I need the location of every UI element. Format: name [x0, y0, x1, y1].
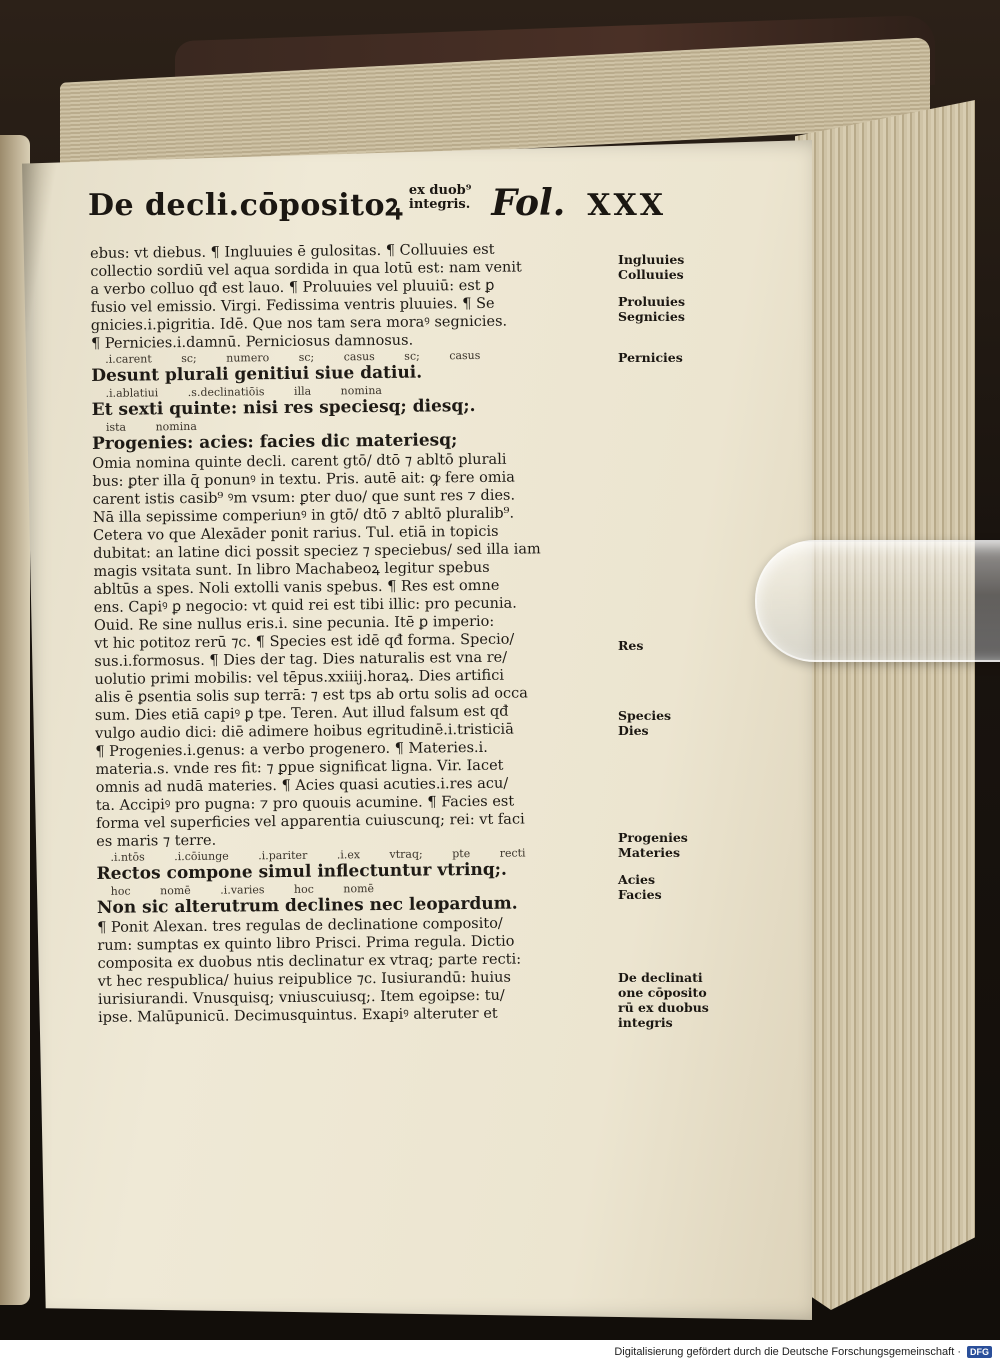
verse-line: Progenies: acies: facies dic materiesq;	[91, 430, 458, 454]
text-line: ens. Capiꝰ ꝑ negocio: vt quid rei est tibi illic: pro pecunia.	[93, 595, 517, 616]
text-line: omnis ad nudā materies. ¶ Acies quasi acuties.i.res acu/	[95, 775, 509, 796]
footer-bar	[0, 1340, 1000, 1363]
margin-note: Ingluuies Colluuies	[618, 252, 685, 282]
folio-number: XXX	[587, 188, 667, 223]
text-line: bus: ꝑter illa q̄ ponunꝰ in textu. Pris. autē ait: ꝙ fere omia	[92, 469, 515, 490]
verse-line: Non sic alterutrum declines nec leopardum.	[96, 893, 518, 918]
text-line: vt hec respublica/ huius reipublice ⁊c. Iusiurandū: huius	[97, 969, 511, 990]
page-fore-edge	[795, 100, 975, 1310]
verse-line: Desunt plurali genitiui siue datiui.	[91, 362, 423, 386]
text-line: gnicies.i.pigritia. Idē. Que nos tam sera moraꝰ segnicies.	[90, 313, 508, 334]
header-title: De decli.cōpositoꝝ	[88, 188, 403, 223]
header-stacked-note	[409, 184, 472, 212]
gloss-line: hoc nomē .i.varies hoc nomē	[110, 882, 375, 898]
gloss-line: .i.ntōs .i.cōiunge .i.pariter .i.ex vtraq; pte recti	[110, 846, 526, 864]
gloss-line: .i.carent sc; numero sc; casus sc; casus	[105, 348, 481, 366]
text-line: uolutio primi mobilis: vel tēpus.xxiiij.horaꝝ. Dies artifici	[94, 667, 505, 688]
text-line: ebus: vt diebus. ¶ Ingluuies ē gulositas. ¶ Colluuies est	[90, 241, 495, 262]
text-line: Nā illa sepissime comperiunꝰ in gtō/ dtō ⁊ abltō pluralib⁹.	[92, 505, 515, 526]
text-line: abltūs a spes. Noli extolli vanis spebus. ¶ Res est omne	[93, 577, 500, 598]
running-header	[88, 182, 666, 224]
text-line: ¶ Pernicies.i.damnū. Perniciosus damnosus.	[90, 332, 414, 352]
text-line: a verbo colluo qđ est lauo. ¶ Proluuies vel pluuiū: est ꝑ	[90, 277, 495, 298]
text-line: fusio vel emissio. Virgi. Fedissima ventris pluuies. ¶ Se	[90, 295, 495, 316]
text-line: alis ē ꝑsentia solis sup terrā: ⁊ est tps ab ortu solis ad occa	[94, 685, 528, 706]
gloss-line: .i.ablatiui .s.declinatiōis illa nomina	[105, 383, 382, 400]
margin-note: Progenies Materies	[618, 830, 688, 860]
text-line: ¶ Ponit Alexan. tres regulas de declinatione composito/	[97, 915, 503, 936]
text-line: magis vsitata sunt. In libro Machabeoꝝ legitur spebus	[93, 559, 490, 580]
text-line: ¶ Progenies.i.genus: a verbo progenero. ¶ Materies.i.	[95, 739, 488, 760]
margin-note: De declinati one cōposito rū ex duobus integris	[618, 970, 709, 1030]
body-text-column	[90, 239, 628, 1027]
text-line: composita ex duobus ntis declinatur ex vtraq; parte recti:	[97, 951, 522, 972]
text-line: collectio sordiū vel aqua sordida in qua lotū est: nam venit	[90, 259, 522, 280]
dfg-logo: DFG	[967, 1346, 992, 1358]
margin-note: Res	[618, 638, 644, 653]
text-line: es maris ⁊ terre.	[96, 832, 217, 850]
text-line: rum: sumptas ex quinto libro Prisci. Prima regula. Dictio	[97, 933, 515, 954]
text-line: carent istis casib⁹ ꝰm vsum: ꝑter duo/ que sunt res ⁊ dies.	[92, 487, 516, 508]
text-line: iurisiurandi. Vnusquisq; vniuscuiusq;. Item egoipse: tu/	[97, 987, 505, 1008]
margin-note: Acies Facies	[618, 872, 662, 902]
verse-line: Rectos compone simul inflectuntur vtrinq;.	[96, 859, 507, 884]
header-stack-line-1: ex duob⁹	[408, 183, 472, 198]
text-line: ipse. Malūpunicū. Decimusquintus. Exapiꝰ alteruter et	[98, 1005, 498, 1026]
text-line: vt hic potitoz rerū ⁊c. ¶ Species est idē qđ forma. Specio/	[94, 631, 515, 652]
margin-note: Proluuies Segnicies	[618, 294, 685, 324]
margin-note: Species Dies	[618, 708, 672, 738]
text-line: forma vel superficies vel apparentia cuiuscunq; rei: vt faci	[95, 811, 525, 832]
text-line: materia.s. vnde res fit: ⁊ ꝑpue significat ligna. Vir. Iacet	[95, 757, 504, 778]
glass-page-weight	[755, 540, 1000, 662]
header-stack-line-2: integris.	[408, 197, 471, 212]
text-line: Ouid. Re sine nullus eris.i. sine pecunia. Itē ꝑ imperio:	[93, 613, 495, 634]
footer-credit: Digitalisierung gefördert durch die Deutsche Forschungsgemeinschaft ·	[614, 1345, 961, 1358]
gloss-line: ista nomina	[105, 419, 197, 434]
text-line: ta. Accipiꝰ pro pugna: ⁊ pro quouis acumine. ¶ Facies est	[95, 793, 515, 814]
verse-line: Et sexti quinte: nisi res speciesq; diesq;.	[91, 395, 476, 420]
text-line: sum. Dies etiā capiꝰ ꝑ tpe. Teren. Aut illud falsum est qđ	[94, 703, 509, 724]
text-line: vulgo audio dici: diē adimere hoibus egritudinē.i.tristiciā	[95, 721, 514, 742]
text-line: sus.i.formosus. ¶ Dies der tag. Dies naturalis est vna re/	[94, 649, 508, 670]
folio-label: Fol.	[491, 182, 566, 224]
margin-notes	[618, 0, 718, 1363]
text-line: dubitat: an latine dici possit speciez ⁊ speciebus/ sed illa iam	[93, 541, 541, 562]
text-line: Omia nomina quinte decli. carent gtō/ dtō ⁊ abltō plurali	[92, 451, 507, 472]
margin-note: Pernicies	[618, 350, 683, 365]
text-line: Cetera vo que Alexāder ponit rarius. Tul. etiā in topicis	[92, 523, 499, 544]
